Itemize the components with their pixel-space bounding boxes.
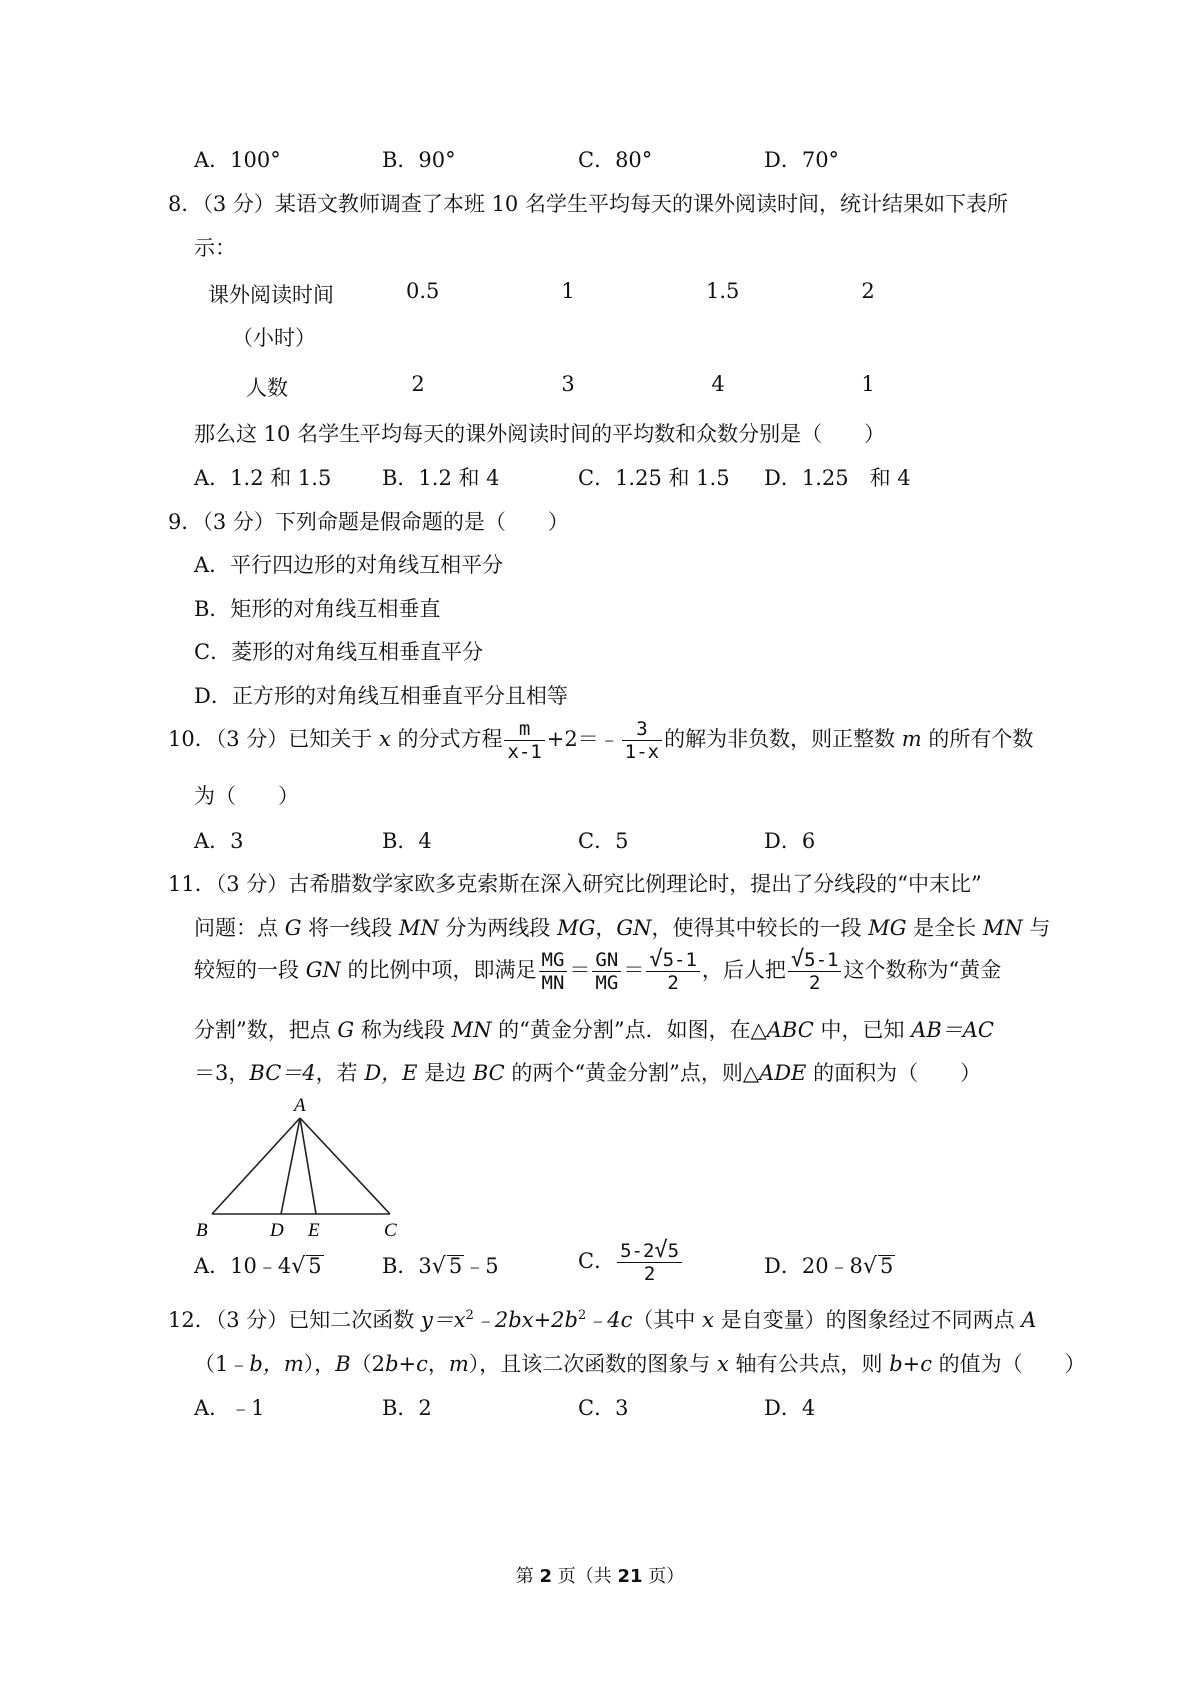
q10-text: 的所有个数 xyxy=(921,727,1034,751)
superscript: 2 xyxy=(465,1308,474,1323)
golden-ratio-fraction xyxy=(646,949,700,994)
table-count-cell: 4 xyxy=(711,372,725,396)
q7-option-c[interactable]: C．80° xyxy=(578,148,653,172)
fraction-denominator: MG xyxy=(595,972,619,994)
footer-text: 第 xyxy=(515,1566,540,1587)
q7-option-b[interactable]: B．90° xyxy=(382,148,456,172)
q12-text: 的值为（ ） xyxy=(932,1352,1086,1376)
var-m: m xyxy=(448,1352,469,1376)
q11-text: 中，已知 xyxy=(813,1018,912,1042)
label-c: C xyxy=(384,1220,397,1240)
q12-option-b[interactable]: B．2 xyxy=(382,1396,432,1420)
q11-text: 这个数称为“黄金 xyxy=(843,958,1002,982)
q12-text: 是自变量）的图象经过不同两点 xyxy=(713,1308,1022,1332)
var-m: m xyxy=(901,727,922,751)
fraction-denominator: 2 xyxy=(643,1263,656,1285)
table-hours-cell: 2 xyxy=(861,279,875,303)
q11-line1: 11．（3 分）古希腊数学家欧多克索斯在深入研究比例理论时，提出了分线段的“中末比” xyxy=(168,872,982,896)
q11-line3 xyxy=(194,945,1001,995)
page-footer xyxy=(0,1562,1200,1588)
q10-text: 的解为非负数，则正整数 xyxy=(664,727,902,751)
sqrt-icon: √ xyxy=(431,1254,446,1279)
segment-mg: MG xyxy=(557,916,596,940)
sqrt-icon: √ xyxy=(654,1238,668,1263)
q11-text: 是全长 xyxy=(906,916,983,940)
q12-line1 xyxy=(168,1304,1036,1334)
fraction-numerator: MG xyxy=(539,949,568,972)
segment-gn: GN xyxy=(616,916,652,940)
function-expr: ﹣2bx+2b xyxy=(473,1308,578,1332)
point-b: B xyxy=(335,1352,351,1376)
q11-line4 xyxy=(194,1014,994,1044)
equals-sign: ＝ xyxy=(623,958,645,982)
q10-option-b[interactable]: B．4 xyxy=(382,829,432,853)
table-hours-cell: 1.5 xyxy=(706,279,740,303)
radicand: 5-1 xyxy=(662,949,697,971)
fraction-denominator: 2 xyxy=(808,972,821,994)
q8-option-d[interactable]: D．1.25 和 4 xyxy=(764,466,911,490)
footer-text: 页） xyxy=(642,1566,685,1587)
var-x: x xyxy=(702,1308,714,1332)
bc-eq-4: BC＝4 xyxy=(249,1061,316,1085)
segment-mn: MN xyxy=(451,1018,492,1042)
fraction-numerator: m xyxy=(504,718,544,741)
q10-text: 的分式方程 xyxy=(390,727,503,751)
q11-option-c[interactable] xyxy=(578,1238,684,1285)
equals-sign: ＝ xyxy=(569,958,591,982)
q12-text: （1﹣ xyxy=(194,1352,250,1376)
var-m: ，m xyxy=(262,1352,304,1376)
fraction-denominator: 1-x xyxy=(624,741,660,763)
q12-text: ）， xyxy=(303,1352,336,1376)
segment-gn: GN xyxy=(305,958,341,982)
option-text: B．3 xyxy=(382,1254,432,1278)
q9-option-b[interactable]: B．矩形的对角线互相垂直 xyxy=(194,597,441,621)
q11-text: 称为线段 xyxy=(354,1018,452,1042)
q7-option-d[interactable]: D．70° xyxy=(764,148,840,172)
q11-text: ＝3， xyxy=(194,1061,250,1085)
q10-stem-line1 xyxy=(168,716,1033,763)
q11-text: ， xyxy=(595,916,617,940)
q11-line5 xyxy=(194,1057,981,1087)
q12-line2 xyxy=(194,1348,1086,1378)
q12-text: ），且该二次函数的图象与 xyxy=(468,1352,717,1376)
var-b: b xyxy=(249,1352,263,1376)
triangle-abc: ABC xyxy=(766,1018,814,1042)
golden-ratio-fraction xyxy=(788,949,842,994)
fraction-numerator: GN xyxy=(592,949,621,972)
segment-mn: MN xyxy=(982,916,1023,940)
q8-option-b[interactable]: B．1.2 和 4 xyxy=(382,466,500,490)
q11-text: 将一线段 xyxy=(301,916,399,940)
q11-text: 的“黄金分割”点．如图，在△ xyxy=(491,1018,767,1042)
fraction-denominator: x-1 xyxy=(507,741,542,763)
point-g: G xyxy=(284,916,302,940)
option-text: A．10﹣4 xyxy=(194,1254,292,1278)
q12-text: （其中 xyxy=(632,1308,703,1332)
footer-text: 页（共 xyxy=(552,1566,618,1587)
q12-text: （2 xyxy=(350,1352,386,1376)
sqrt-icon: √ xyxy=(291,1254,306,1279)
var-x: x xyxy=(716,1352,729,1376)
table-count-cell: 1 xyxy=(861,372,875,396)
sqrt-icon: √ xyxy=(862,1254,877,1279)
points-d-e: D，E xyxy=(364,1061,418,1085)
total-page-count: 21 xyxy=(617,1566,643,1587)
radicand: 5 xyxy=(667,1240,680,1262)
q10-text: +2＝﹣ xyxy=(546,727,620,751)
table-hours-cell: 0.5 xyxy=(406,279,440,303)
fraction-numerator xyxy=(788,949,842,972)
table-hours-cell: 1 xyxy=(561,279,575,303)
q11-text: 分为两线段 xyxy=(438,916,558,940)
q11-text: 与 xyxy=(1022,916,1051,940)
option-text: ﹣5 xyxy=(464,1254,499,1278)
sqrt-icon: √ xyxy=(649,947,663,972)
radicand: 5 xyxy=(879,1254,894,1278)
q8-stem-line2: 示： xyxy=(194,236,236,260)
q8-option-a[interactable]: A．1.2 和 1.5 xyxy=(194,466,332,490)
label-a: A xyxy=(294,1095,306,1116)
q12-option-c[interactable]: C．3 xyxy=(578,1396,629,1420)
q9-option-d[interactable]: D．正方形的对角线互相垂直平分且相等 xyxy=(194,684,568,708)
table-count-cell: 2 xyxy=(411,372,425,396)
q12-option-a[interactable]: A．﹣1 xyxy=(194,1396,265,1420)
q12-text: 轴有公共点，则 xyxy=(728,1352,890,1376)
radicand: 5-1 xyxy=(804,949,839,971)
option-text: D．20﹣8 xyxy=(764,1254,863,1278)
triangle-ade: ADE xyxy=(759,1061,807,1085)
label-e: E xyxy=(308,1220,320,1240)
label-b: B xyxy=(196,1220,208,1240)
sqrt-icon: √ xyxy=(790,947,805,972)
q10-fraction-1 xyxy=(504,718,544,763)
q11-text: 是边 xyxy=(417,1061,473,1085)
side-bc: BC xyxy=(472,1061,505,1085)
option-c-fraction xyxy=(617,1240,682,1285)
fraction-denominator: MN xyxy=(541,972,565,994)
q7-option-a[interactable]: A．100° xyxy=(194,148,281,172)
q11-text: 的两个“黄金分割”点，则△ xyxy=(504,1061,760,1085)
q11-text: ，使得其中较长的一段 xyxy=(651,916,869,940)
q11-text: ，后人把 xyxy=(701,958,786,982)
table-row-label: 人数 xyxy=(246,376,288,400)
function-expr: ﹣4c xyxy=(586,1308,633,1332)
q10-option-a[interactable]: A．3 xyxy=(194,829,244,853)
option-text: C． xyxy=(578,1249,616,1273)
q9-stem: 9．（3 分）下列命题是假命题的是（ ） xyxy=(168,510,569,534)
numerator-text: 5-2 xyxy=(620,1240,655,1262)
fraction-numerator: 3 xyxy=(622,718,662,741)
var-x: x xyxy=(378,727,391,751)
table-header-label: 课外阅读时间 xyxy=(208,283,334,307)
point-a: A xyxy=(1021,1308,1037,1332)
segment-ad xyxy=(281,1118,300,1214)
triangle-figure xyxy=(190,1092,420,1240)
q8-stem-line1: 8．（3 分）某语文教师调查了本班 10 名学生平均每天的课外阅读时间，统计结果如下表所 xyxy=(168,192,1008,216)
table-count-cell: 3 xyxy=(561,372,575,396)
q9-option-c[interactable]: C．菱形的对角线互相垂直平分 xyxy=(194,640,484,664)
ab-eq-ac: AB＝AC xyxy=(911,1018,995,1042)
superscript: 2 xyxy=(577,1308,587,1323)
fraction-denominator: 2 xyxy=(667,972,679,994)
q10-option-d[interactable]: D．6 xyxy=(764,829,816,853)
q10-text: 10．（3 分）已知关于 xyxy=(168,727,379,751)
q8-option-c[interactable]: C．1.25 和 1.5 xyxy=(578,466,730,490)
q12-text: 12．（3 分）已知二次函数 xyxy=(168,1308,421,1332)
radicand: 5 xyxy=(448,1254,463,1278)
q11-text: 较短的一段 xyxy=(194,958,306,982)
expr-b-plus-c: b+c xyxy=(385,1352,428,1376)
q10-stem-line2: 为（ ） xyxy=(194,784,299,808)
q11-text: 问题：点 xyxy=(194,916,285,940)
fraction-numerator xyxy=(617,1240,682,1263)
q11-text: 的比例中项，即满足 xyxy=(340,958,537,982)
label-d: D xyxy=(270,1220,284,1240)
table-header-unit: （小时） xyxy=(232,326,316,350)
q11-line2 xyxy=(194,912,1050,942)
q11-text: ，若 xyxy=(315,1061,365,1085)
ratio-mg-mn xyxy=(539,949,568,994)
q12-text: ， xyxy=(427,1352,449,1376)
current-page-number: 2 xyxy=(539,1566,552,1587)
q8-question: 那么这 10 名学生平均每天的课外阅读时间的平均数和众数分别是（ ） xyxy=(194,422,886,446)
q9-option-a[interactable]: A．平行四边形的对角线互相平分 xyxy=(194,553,504,577)
q12-option-d[interactable]: D．4 xyxy=(764,1396,816,1420)
q10-fraction-2 xyxy=(622,718,662,763)
q11-option-a[interactable] xyxy=(194,1250,324,1280)
side-ab xyxy=(212,1118,300,1214)
segment-mn: MN xyxy=(398,916,439,940)
q11-text: 的面积为（ ） xyxy=(806,1061,982,1085)
q11-text: 分割”数，把点 xyxy=(194,1018,338,1042)
expr-b-plus-c: b+c xyxy=(889,1352,932,1376)
function-expr: y＝x xyxy=(420,1308,466,1332)
q11-option-d[interactable] xyxy=(764,1250,895,1280)
point-g: G xyxy=(337,1018,355,1042)
q10-option-c[interactable]: C．5 xyxy=(578,829,629,853)
q11-option-b[interactable] xyxy=(382,1250,499,1280)
segment-mg: MG xyxy=(868,916,907,940)
radicand: 5 xyxy=(308,1254,322,1278)
ratio-gn-mg xyxy=(592,949,621,994)
fraction-numerator xyxy=(646,949,700,972)
